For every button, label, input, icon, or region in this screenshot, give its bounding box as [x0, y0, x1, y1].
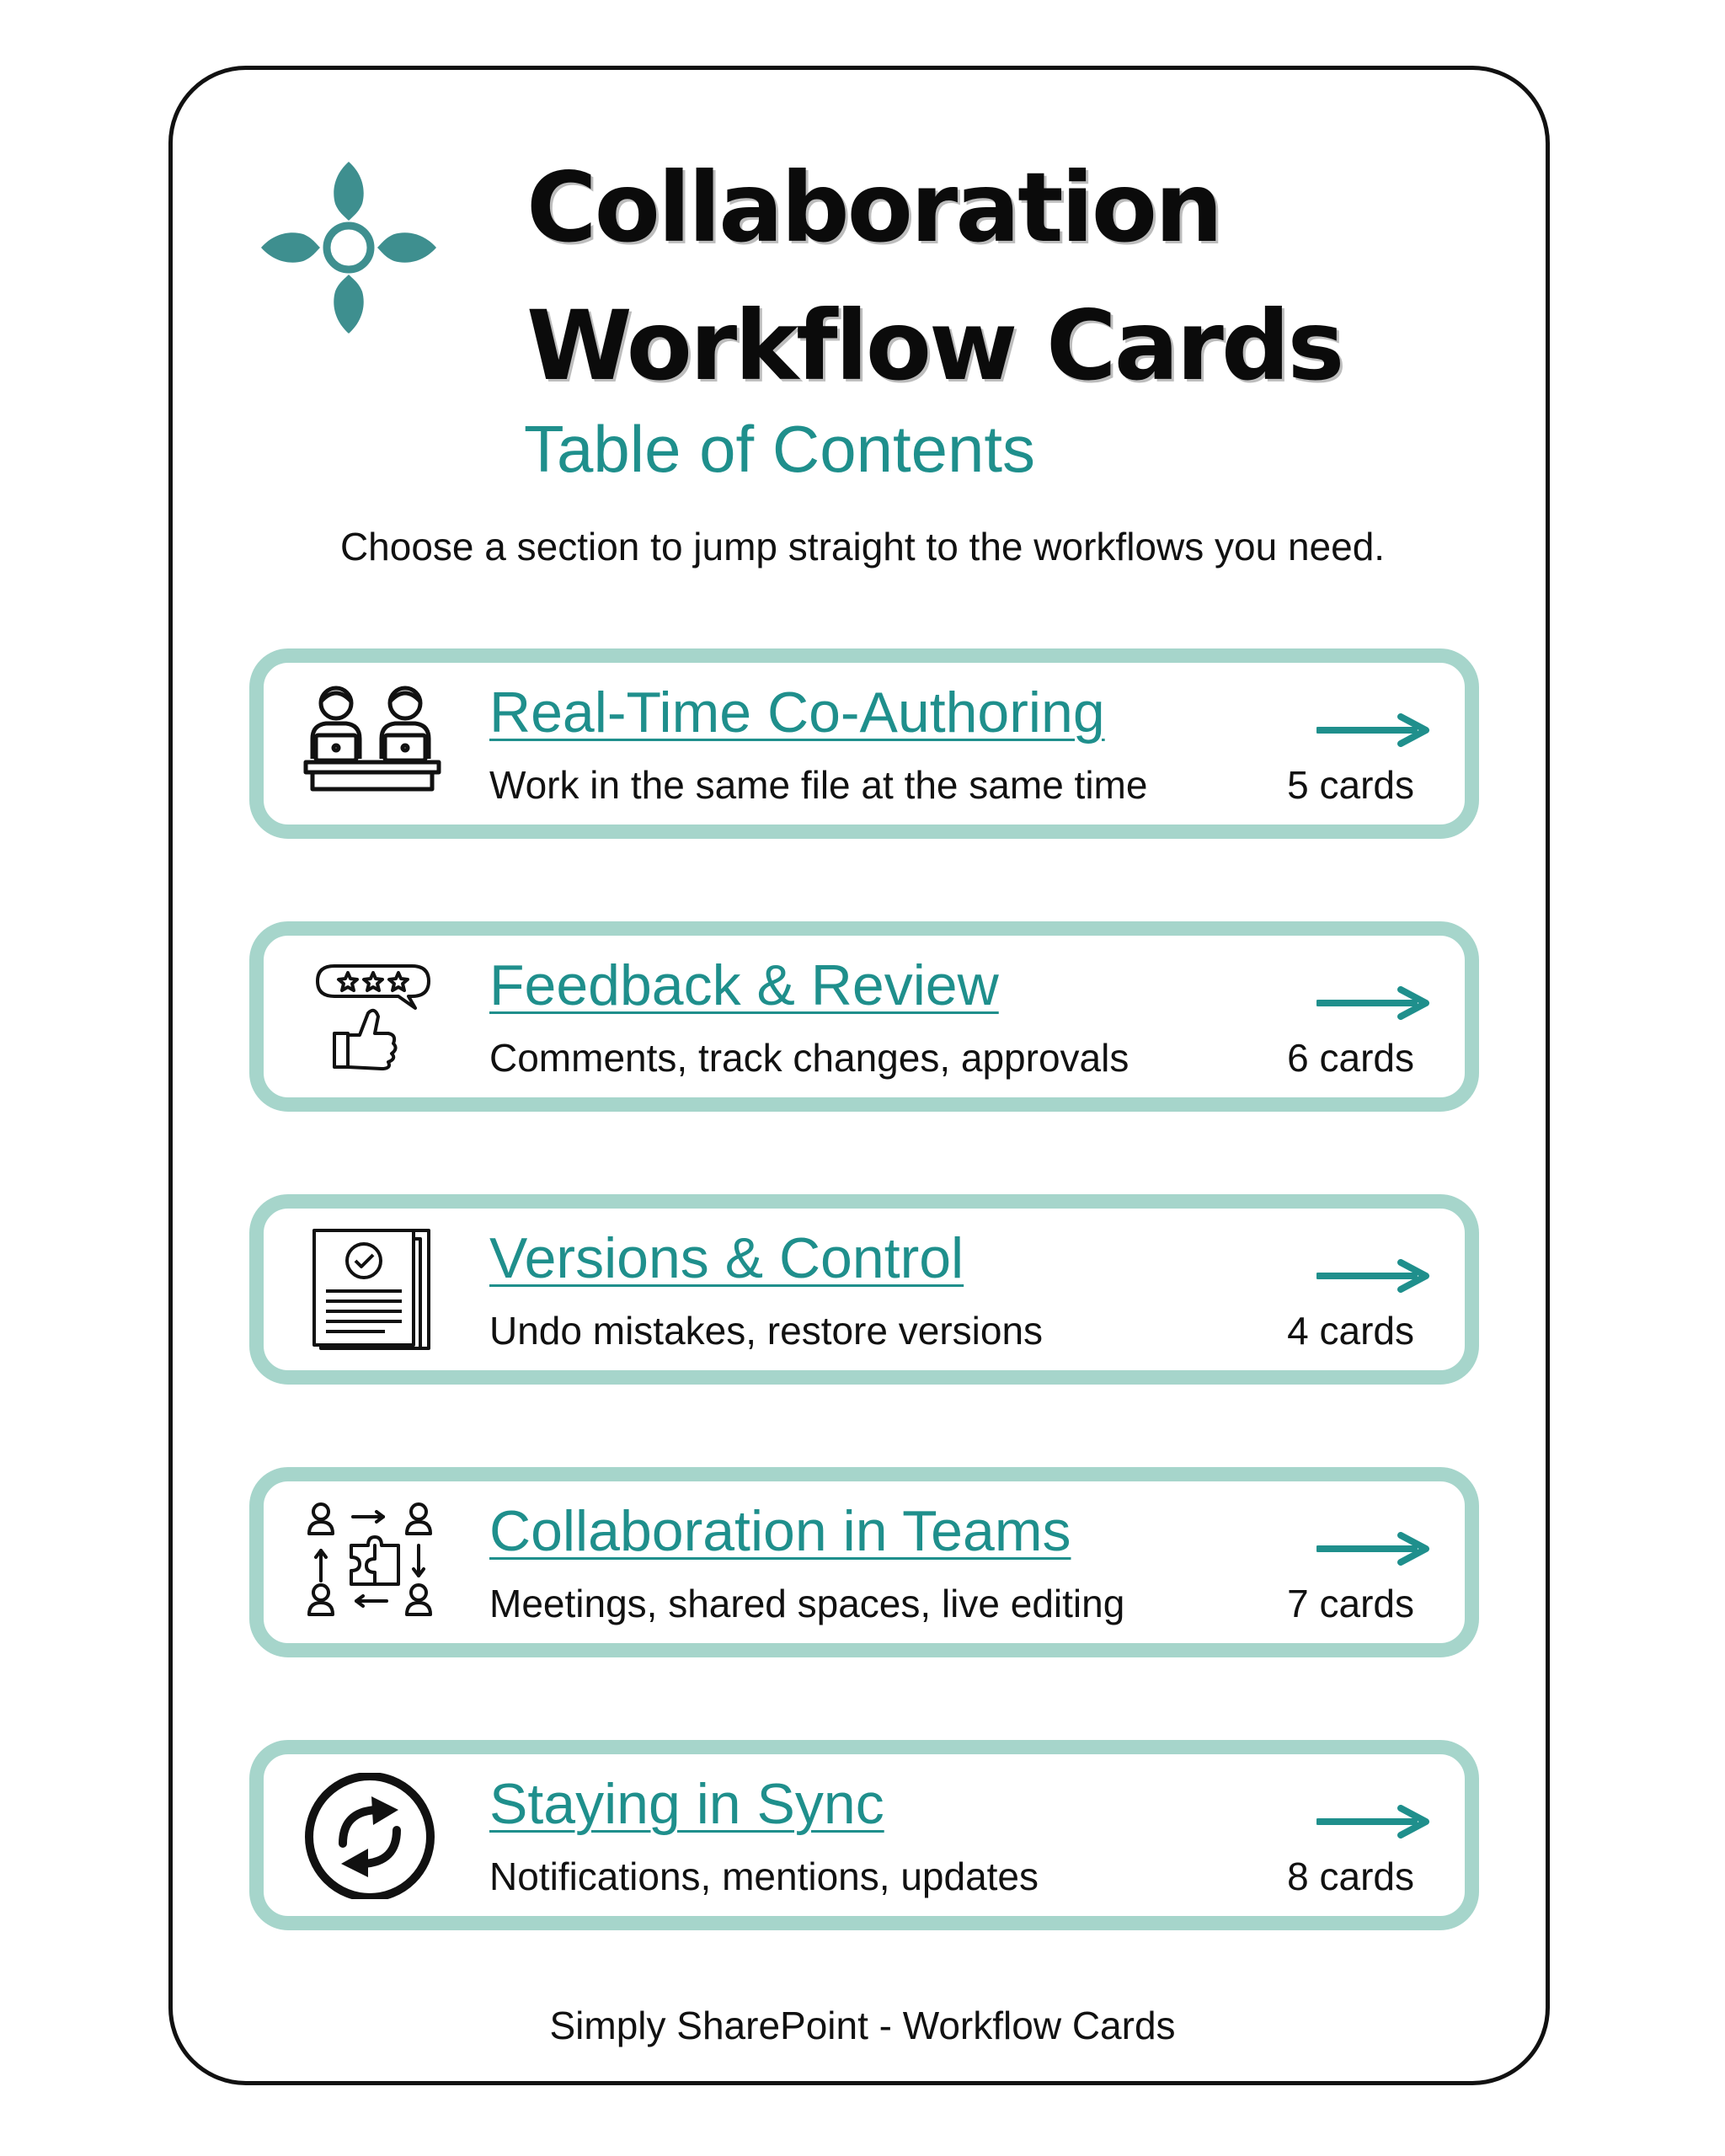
section-description: Comments, track changes, approvals [489, 1036, 1130, 1080]
section-title[interactable]: Collaboration in Teams [489, 1499, 1071, 1563]
section-description: Notifications, mentions, updates [489, 1854, 1039, 1898]
arrow-right-icon[interactable] [1316, 1532, 1429, 1566]
card-count: 8 cards [1287, 1854, 1414, 1898]
section-description: Undo mistakes, restore versions [489, 1309, 1044, 1353]
section-description: Work in the same file at the same time [489, 763, 1148, 807]
arrow-right-icon[interactable] [1316, 1805, 1429, 1838]
section-real-time-co-authoring[interactable] [249, 648, 1479, 839]
sync-arrows-icon [301, 1773, 444, 1899]
section-title[interactable]: Feedback & Review [489, 953, 999, 1017]
page-title [526, 139, 1342, 415]
title-line-2: Workflow Cards [526, 290, 1343, 402]
section-title[interactable]: Staying in Sync [489, 1772, 884, 1836]
feedback-rating-thumbs-up-icon [301, 954, 444, 1081]
card-count: 7 cards [1287, 1582, 1414, 1625]
section-title[interactable]: Real-Time Co-Authoring [489, 680, 1105, 744]
section-feedback-review[interactable] [249, 921, 1479, 1112]
intro-text: Choose a section to jump straight to the workflows you need. [339, 525, 1386, 568]
arrow-right-icon[interactable] [1316, 1259, 1429, 1293]
card-count: 5 cards [1287, 763, 1414, 807]
co-authoring-people-icon [301, 681, 444, 808]
card-count: 6 cards [1287, 1036, 1414, 1080]
title-line-1: Collaboration [526, 152, 1221, 264]
section-versions-control[interactable] [249, 1194, 1479, 1385]
footer-text: Simply SharePoint - Workflow Cards [549, 2004, 1176, 2047]
arrow-right-icon[interactable] [1316, 986, 1429, 1020]
section-description: Meetings, shared spaces, live editing [489, 1582, 1125, 1625]
page-subtitle: Table of Contents [524, 412, 1036, 486]
card-count: 4 cards [1287, 1309, 1414, 1353]
team-puzzle-icon [301, 1500, 444, 1626]
document-version-check-icon [301, 1227, 444, 1353]
section-collaboration-in-teams[interactable] [249, 1467, 1479, 1657]
section-title[interactable]: Versions & Control [489, 1226, 964, 1290]
section-staying-in-sync[interactable] [249, 1740, 1479, 1930]
arrow-right-icon[interactable] [1316, 713, 1429, 747]
collaboration-cross-icon [259, 158, 438, 337]
